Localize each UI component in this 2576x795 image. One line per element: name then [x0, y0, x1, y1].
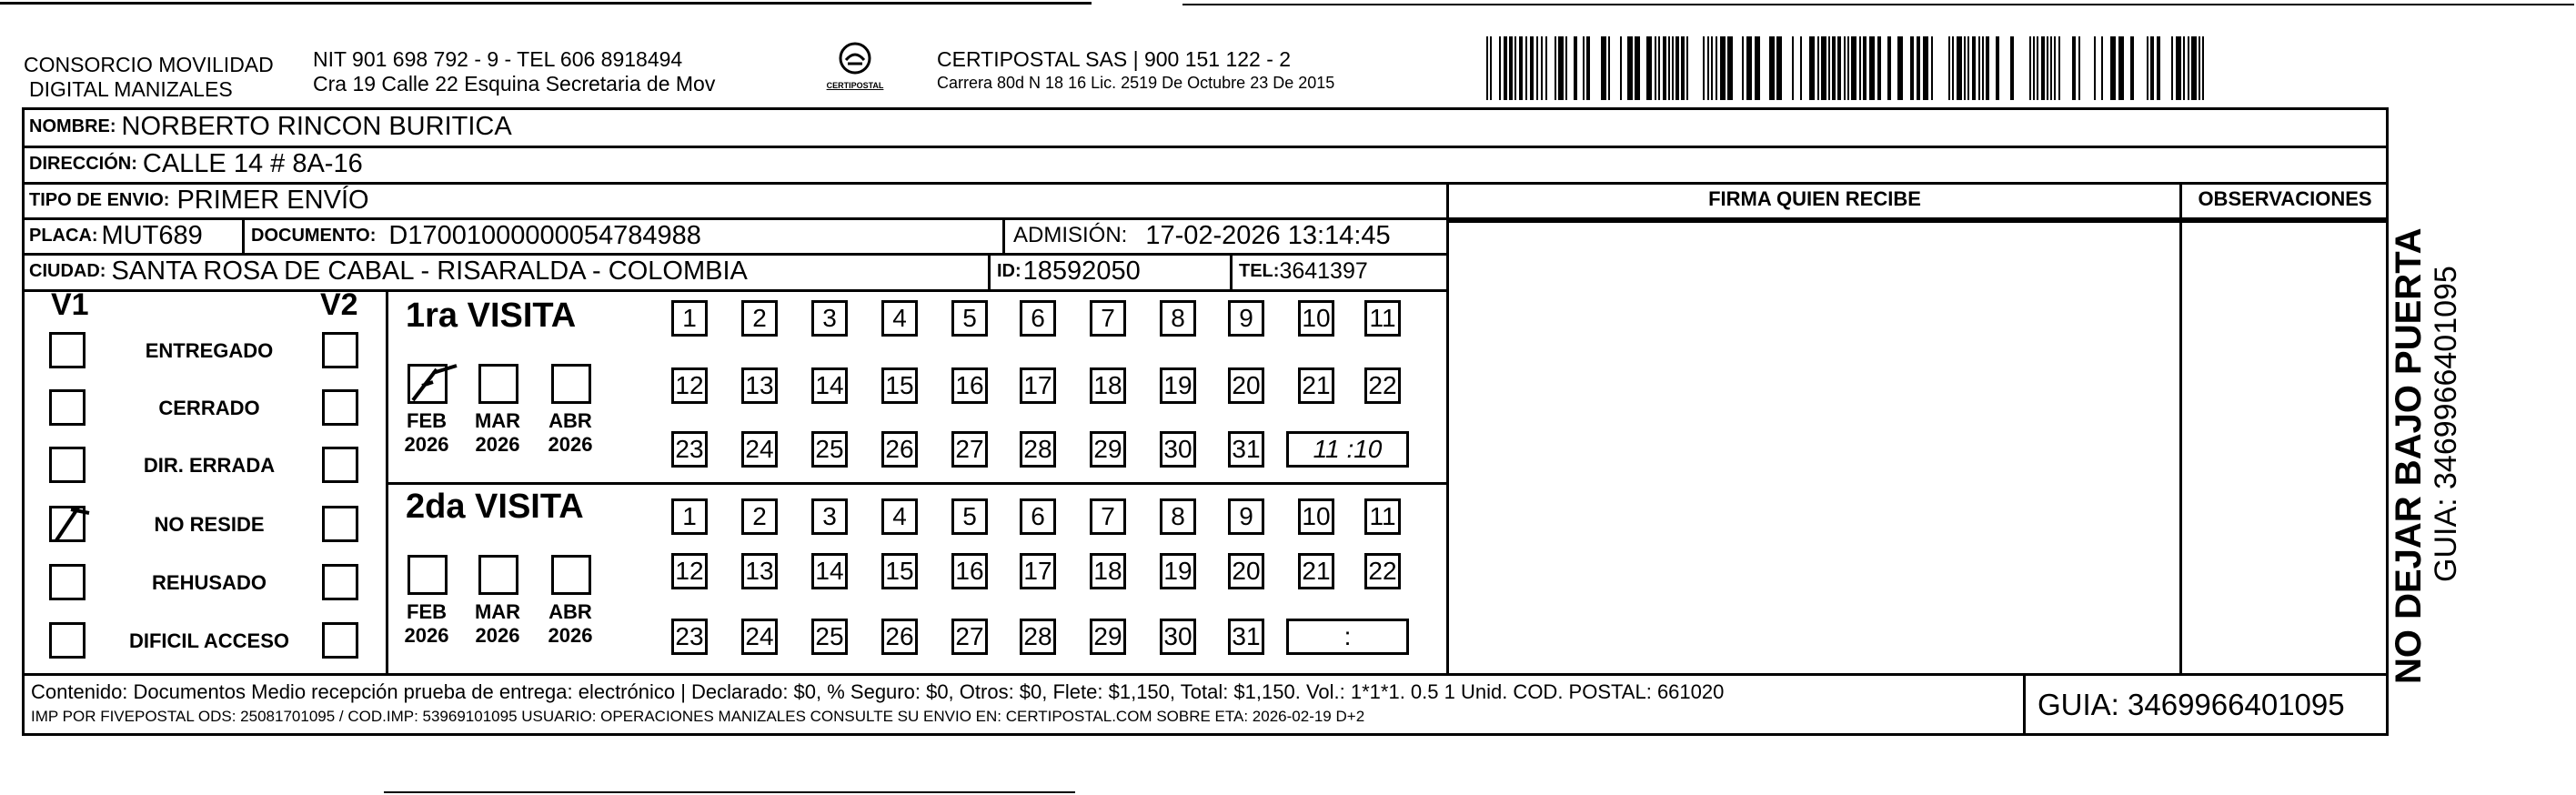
month-year: 2026 [548, 433, 593, 456]
second-visit-day-box[interactable]: 28 [1020, 619, 1056, 655]
tipo-label: TIPO DE ENVIO: [29, 189, 170, 210]
second-visit-month-box[interactable] [478, 555, 518, 595]
v1-checkbox[interactable] [49, 622, 86, 659]
second-visit-day-box[interactable]: 22 [1364, 553, 1401, 589]
placa-value: MUT689 [101, 220, 203, 250]
scan-bottom-line [384, 791, 1075, 793]
first-visit-title: 1ra VISITA [406, 297, 577, 335]
first-visit-day-box[interactable]: 3 [811, 300, 848, 337]
id-label: ID: [997, 260, 1021, 281]
second-visit-day-box[interactable]: 10 [1298, 498, 1334, 535]
second-visit-day-box[interactable]: 17 [1020, 553, 1056, 589]
nit-line: NIT 901 698 792 - 9 - TEL 606 8918494 [313, 47, 683, 71]
option-label: CERRADO [158, 397, 260, 419]
second-visit-day-box[interactable]: 26 [881, 619, 918, 655]
first-visit-month-label [395, 409, 458, 457]
month-name: ABR [548, 409, 592, 432]
second-visit-day-box[interactable]: 23 [671, 619, 708, 655]
first-visit-time[interactable]: 11 :10 [1286, 431, 1409, 468]
certipostal-info [937, 47, 1334, 94]
second-visit-day-box[interactable]: 30 [1160, 619, 1196, 655]
side-guia-text: GUIA: 3469966401095 [2429, 266, 2463, 582]
second-visit-month-label [395, 600, 458, 648]
certipostal-logo [817, 40, 893, 100]
admision-value: 17-02-2026 13:14:45 [1145, 220, 1391, 250]
month-name: FEB [407, 409, 447, 432]
first-visit-day-box[interactable]: 1 [671, 300, 708, 337]
second-visit-day-box[interactable]: 24 [741, 619, 778, 655]
v2-checkbox[interactable] [322, 447, 358, 483]
admision-cell [1013, 217, 1391, 254]
v1-checkbox[interactable] [49, 447, 86, 483]
firma-header: FIRMA QUIEN RECIBE [1708, 187, 1921, 210]
company-contact [313, 47, 715, 96]
first-visit-day-box[interactable]: 7 [1090, 300, 1126, 337]
side-warning [2389, 227, 2430, 684]
second-visit-title: 2da VISITA [406, 488, 584, 526]
second-visit-day-box[interactable]: 13 [741, 553, 778, 589]
second-visit-time[interactable]: : [1286, 619, 1409, 655]
second-visit-day-box[interactable]: 3 [811, 498, 848, 535]
option-label: ENTREGADO [145, 339, 274, 362]
month-name: ABR [548, 600, 592, 623]
ciudad-cell [29, 253, 748, 289]
second-visit-day-box[interactable]: 1 [671, 498, 708, 535]
nombre-row [29, 107, 512, 146]
v1-header: V1 [51, 287, 89, 322]
tipo-value: PRIMER ENVÍO [176, 185, 369, 215]
first-visit-day-box[interactable]: 22 [1364, 367, 1401, 404]
first-visit-day-box[interactable]: 15 [881, 367, 918, 404]
side-guia [2429, 266, 2464, 582]
first-visit-day-box[interactable]: 8 [1160, 300, 1196, 337]
month-name: FEB [407, 600, 447, 623]
month-year: 2026 [548, 624, 593, 647]
v2-checkbox[interactable] [322, 506, 358, 542]
option-label: REHUSADO [152, 571, 267, 594]
first-visit-month-box[interactable] [478, 364, 518, 404]
nombre-label: NOMBRE: [29, 116, 116, 136]
first-visit-month-label [538, 409, 602, 457]
first-visit-day-box[interactable]: 25 [811, 431, 848, 468]
first-visit-month-box[interactable] [551, 364, 591, 404]
contenido-line: Contenido: Documentos Medio recepción prueba de entrega: electrónico | Declarado: $0, % Seguro: $0, Otros: $0, Flete: $1,150, Total: $1,150. Vol.: 1*1*1. 0.5 1 Unid. COD. POSTAL: 661020 [31, 680, 1725, 703]
first-visit-day-box[interactable]: 17 [1020, 367, 1056, 404]
direccion-row [29, 146, 363, 182]
v2-header: V2 [320, 287, 358, 322]
certipostal-logo-icon [837, 40, 873, 76]
month-year: 2026 [404, 433, 449, 456]
month-name: MAR [474, 409, 521, 432]
second-visit-month-box[interactable] [551, 555, 591, 595]
check-mark-icon [51, 504, 91, 544]
second-visit-day-box[interactable]: 12 [671, 553, 708, 589]
second-visit-day-box[interactable]: 2 [741, 498, 778, 535]
imp-line: IMP POR FIVEPOSTAL ODS: 25081701095 / COD.IMP: 53969101095 USUARIO: OPERACIONES MANIZALES CONSULTE SU ENVIO EN: CERTIPOSTAL.COM SOBRE ETA: 2026-02-19 D+2 [31, 708, 1365, 725]
second-visit-day-box[interactable]: 9 [1228, 498, 1264, 535]
v1-checkbox[interactable] [49, 564, 86, 600]
ciudad-value: SANTA ROSA DE CABAL - RISARALDA - COLOMBIA [111, 256, 748, 286]
first-visit-day-box[interactable]: 9 [1228, 300, 1264, 337]
second-visit-day-box[interactable]: 4 [881, 498, 918, 535]
barcode [1486, 36, 2210, 100]
company-line-2: DIGITAL MANIZALES [29, 77, 233, 101]
second-visit-month-box[interactable] [408, 555, 448, 595]
no-dejar-warning: NO DEJAR BAJO PUERTA [2389, 227, 2429, 684]
id-cell [997, 253, 1141, 289]
first-visit-day-box[interactable]: 13 [741, 367, 778, 404]
second-visit-day-box[interactable]: 8 [1160, 498, 1196, 535]
firma-area[interactable] [1450, 223, 2178, 672]
month-year: 2026 [475, 433, 520, 456]
first-visit-day-box[interactable]: 28 [1020, 431, 1056, 468]
scan-edge-line [1182, 4, 2574, 5]
v2-checkbox[interactable] [322, 332, 358, 368]
first-visit-day-box[interactable]: 27 [951, 431, 988, 468]
first-visit-day-box[interactable]: 6 [1020, 300, 1056, 337]
first-visit-day-box[interactable]: 5 [951, 300, 988, 337]
second-visit-day-box[interactable]: 27 [951, 619, 988, 655]
first-visit-day-box[interactable]: 24 [741, 431, 778, 468]
certipostal-line-1: CERTIPOSTAL SAS | 900 151 122 - 2 [937, 47, 1292, 71]
second-visit-month-label [538, 600, 602, 648]
tel-label: TEL: [1239, 260, 1280, 281]
observaciones-area[interactable] [2183, 223, 2385, 672]
second-visit-day-box[interactable]: 11 [1364, 498, 1401, 535]
v2-checkbox[interactable] [322, 622, 358, 659]
second-visit-day-box[interactable]: 14 [811, 553, 848, 589]
first-visit-day-box[interactable]: 29 [1090, 431, 1126, 468]
second-visit-day-box[interactable]: 21 [1298, 553, 1334, 589]
first-visit-month-label [466, 409, 529, 457]
company-line-1: CONSORCIO MOVILIDAD [24, 53, 274, 76]
first-visit-day-box[interactable]: 31 [1228, 431, 1264, 468]
tel-value: 3641397 [1279, 257, 1368, 284]
second-visit-day-box[interactable]: 19 [1160, 553, 1196, 589]
first-visit-day-box[interactable]: 12 [671, 367, 708, 404]
month-year: 2026 [475, 624, 520, 647]
v1-checkbox[interactable] [49, 389, 86, 426]
second-visit-day-box[interactable]: 7 [1090, 498, 1126, 535]
second-visit-day-box[interactable]: 15 [881, 553, 918, 589]
nombre-value: NORBERTO RINCON BURITICA [121, 111, 512, 141]
logo-text: CERTIPOSTAL [826, 81, 884, 90]
first-visit-day-box[interactable]: 18 [1090, 367, 1126, 404]
first-visit-day-box[interactable]: 30 [1160, 431, 1196, 468]
check-mark-icon [406, 360, 460, 406]
first-visit-day-box[interactable]: 23 [671, 431, 708, 468]
observaciones-header: OBSERVACIONES [2198, 187, 2372, 210]
option-label: DIFICIL ACCESO [128, 629, 289, 652]
first-visit-day-box[interactable]: 10 [1298, 300, 1334, 337]
admision-label: ADMISIÓN: [1013, 223, 1128, 247]
option-label: DIR. ERRADA [143, 454, 276, 477]
second-visit-month-label [466, 600, 529, 648]
second-visit-day-box[interactable]: 16 [951, 553, 988, 589]
second-visit-day-box[interactable]: 6 [1020, 498, 1056, 535]
first-visit-day-box[interactable]: 21 [1298, 367, 1334, 404]
scan-edge-line [0, 2, 1092, 5]
id-value: 18592050 [1022, 256, 1141, 286]
second-visit-day-box[interactable]: 25 [811, 619, 848, 655]
direccion-label: DIRECCIÓN: [29, 153, 137, 174]
second-visit-day-box[interactable]: 31 [1228, 619, 1264, 655]
second-visit-day-box[interactable]: 5 [951, 498, 988, 535]
first-visit-day-box[interactable]: 26 [881, 431, 918, 468]
address-line: Cra 19 Calle 22 Esquina Secretaria de Mov [313, 72, 716, 96]
first-visit-day-box[interactable]: 11 [1364, 300, 1401, 337]
documento-label: DOCUMENTO: [251, 225, 377, 246]
placa-cell [29, 217, 203, 254]
tel-cell [1239, 253, 1368, 289]
footer-guia: GUIA: 3469966401095 [2038, 688, 2345, 721]
company-name [24, 53, 274, 102]
second-visit-day-box[interactable]: 29 [1090, 619, 1126, 655]
first-visit-day-box[interactable]: 16 [951, 367, 988, 404]
first-visit-day-box[interactable]: 4 [881, 300, 918, 337]
documento-value: D17001000000054784988 [388, 220, 701, 250]
month-name: MAR [474, 600, 521, 623]
first-visit-day-box[interactable]: 20 [1228, 367, 1264, 404]
tipo-row [29, 182, 369, 218]
documento-cell [251, 217, 701, 254]
ciudad-label: CIUDAD: [29, 260, 106, 281]
second-visit-day-box[interactable]: 20 [1228, 553, 1264, 589]
first-visit-day-box[interactable]: 19 [1160, 367, 1196, 404]
first-visit-day-box[interactable]: 14 [811, 367, 848, 404]
certipostal-line-2: Carrera 80d N 18 16 Lic. 2519 De Octubre 23 De 2015 [937, 74, 1335, 92]
v2-checkbox[interactable] [322, 564, 358, 600]
placa-label: PLACA: [29, 225, 98, 246]
direccion-value: CALLE 14 # 8A-16 [142, 148, 363, 178]
month-year: 2026 [404, 624, 449, 647]
first-visit-day-box[interactable]: 2 [741, 300, 778, 337]
second-visit-day-box[interactable]: 18 [1090, 553, 1126, 589]
option-label: NO RESIDE [154, 513, 265, 536]
v2-checkbox[interactable] [322, 389, 358, 426]
v1-checkbox[interactable] [49, 332, 86, 368]
